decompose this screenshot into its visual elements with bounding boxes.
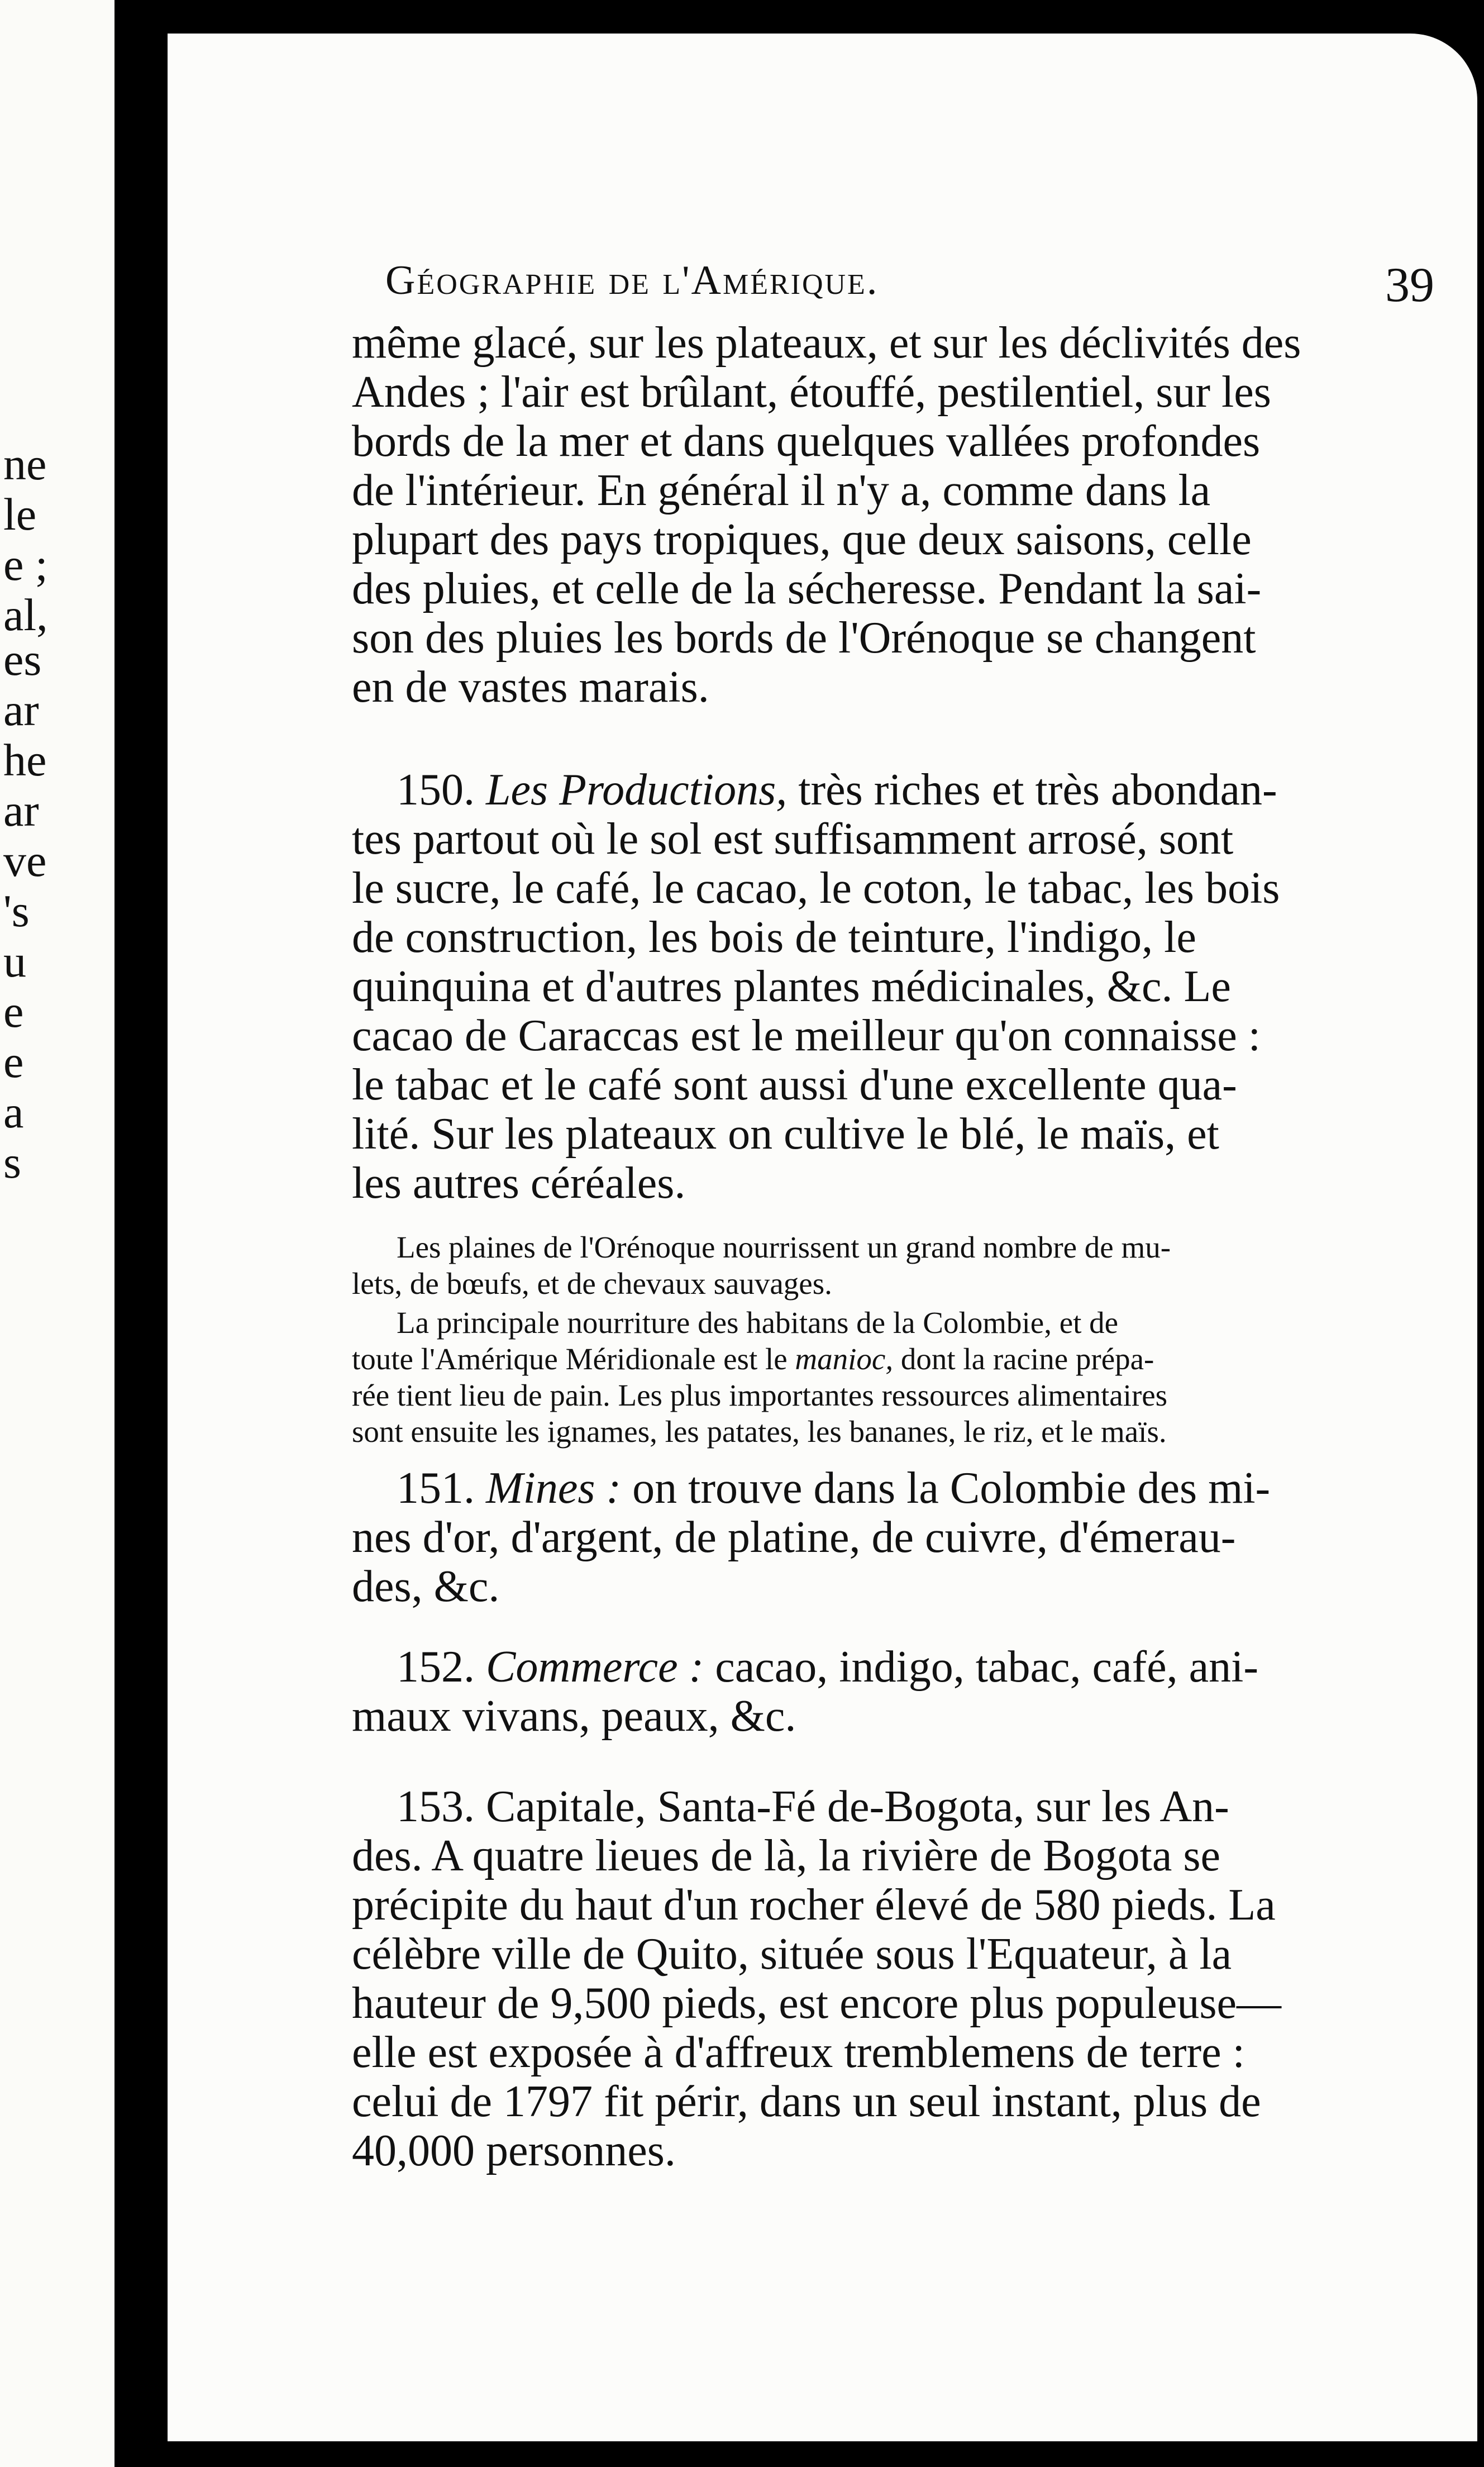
margin-fragment: ne xyxy=(3,439,47,489)
text-line: cacao de Caraccas est le meilleur qu'on connaisse : xyxy=(352,1011,1261,1060)
section-number: 151. xyxy=(397,1464,475,1513)
previous-page-edge xyxy=(0,0,114,2467)
margin-fragment: e ; xyxy=(3,539,48,590)
margin-fragment: he xyxy=(3,735,47,785)
text-line: son des pluies les bords de l'Orénoque se changent xyxy=(352,613,1256,663)
text-line: cacao, indigo, tabac, café, ani- xyxy=(715,1642,1259,1692)
note-line: La principale nourriture des habitans de la Colombie, et de xyxy=(397,1306,1119,1340)
section-number: 153. xyxy=(397,1782,475,1831)
text-line: des pluies, et celle de la sécheresse. Pendant la sai- xyxy=(352,564,1262,613)
running-head: Géographie de l'Amérique. xyxy=(385,258,879,303)
section-heading: Mines : xyxy=(486,1464,622,1513)
margin-fragment: ar xyxy=(3,785,39,836)
text-line: précipite du haut d'un rocher élevé de 580 pieds. La xyxy=(352,1880,1276,1930)
text-line: le sucre, le café, le cacao, le coton, le tabac, les bois xyxy=(352,864,1280,913)
margin-fragment: ve xyxy=(3,835,47,886)
note-orenoque-plains xyxy=(352,1229,1463,1302)
text-line: des, &c. xyxy=(352,1562,500,1611)
paragraph-151-mines xyxy=(352,1464,1463,1611)
section-heading: Commerce : xyxy=(486,1642,704,1692)
paragraph-climate xyxy=(352,318,1463,712)
paragraph-150-productions xyxy=(352,765,1463,1208)
text-line: on trouve dans la Colombie des mi- xyxy=(632,1464,1271,1513)
note-manioc xyxy=(352,1304,1463,1450)
note-line: Les plaines de l'Orénoque nourrissent un grand nombre de mu- xyxy=(397,1230,1171,1264)
text-line: les autres céréales. xyxy=(352,1159,686,1208)
text-line: de construction, les bois de teinture, l'indigo, le xyxy=(352,913,1196,962)
text-line: Capitale, Santa-Fé de-Bogota, sur les An- xyxy=(486,1782,1229,1831)
margin-fragment: es xyxy=(3,634,42,685)
text-line: elle est exposée à d'affreux tremblemens de terre : xyxy=(352,2028,1245,2077)
text-line: hauteur de 9,500 pieds, est encore plus populeuse— xyxy=(352,1979,1282,2028)
margin-fragment: ar xyxy=(3,684,39,735)
note-line: rée tient lieu de pain. Les plus importantes ressources alimentaires xyxy=(352,1378,1168,1412)
section-number: 150. xyxy=(397,765,475,815)
text-line: célèbre ville de Quito, située sous l'Equateur, à la xyxy=(352,1930,1232,1979)
text-line: des. A quatre lieues de là, la rivière de Bogota se xyxy=(352,1831,1221,1880)
text-line: en de vastes marais. xyxy=(352,663,709,712)
margin-fragment: u xyxy=(3,936,26,987)
margin-fragment: e xyxy=(3,986,24,1037)
note-emphasis: manioc, xyxy=(795,1342,894,1376)
margin-fragment: al, xyxy=(3,589,48,640)
text-line: le tabac et le café sont aussi d'une excellente qua- xyxy=(352,1060,1237,1109)
note-line: toute l'Amérique Méridionale est le xyxy=(352,1342,795,1376)
text-line: maux vivans, peaux, &c. xyxy=(352,1692,796,1741)
section-number: 152. xyxy=(397,1642,475,1692)
paragraph-152-commerce xyxy=(352,1642,1463,1741)
page-number: 39 xyxy=(1385,258,1434,312)
text-line: bords de la mer et dans quelques vallées profondes xyxy=(352,417,1261,466)
note-line: sont ensuite les ignames, les patates, les bananes, le riz, et le maïs. xyxy=(352,1415,1167,1449)
note-line: dont la racine prépa- xyxy=(893,1342,1154,1376)
text-line: plupart des pays tropiques, que deux saisons, celle xyxy=(352,515,1252,564)
text-line: celui de 1797 fit périr, dans un seul instant, plus de xyxy=(352,2077,1261,2126)
margin-fragment: e xyxy=(3,1036,24,1087)
note-line: lets, de bœufs, et de chevaux sauvages. xyxy=(352,1266,832,1301)
text-line: nes d'or, d'argent, de platine, de cuivre, d'émerau- xyxy=(352,1513,1236,1562)
margin-fragment: le xyxy=(3,489,37,540)
binding-gutter xyxy=(114,0,168,2467)
text-line: lité. Sur les plateaux on cultive le blé, le maïs, et xyxy=(352,1109,1219,1159)
section-heading: Les Productions, xyxy=(486,765,788,815)
margin-fragment: s xyxy=(3,1137,21,1188)
text-line: 40,000 personnes. xyxy=(352,2126,676,2175)
text-line: de l'intérieur. En général il n'y a, comme dans la xyxy=(352,466,1211,515)
text-line: Andes ; l'air est brûlant, étouffé, pestilentiel, sur les xyxy=(352,368,1271,417)
text-line: quinquina et d'autres plantes médicinales, &c. Le xyxy=(352,962,1231,1011)
paragraph-153-capital xyxy=(352,1782,1463,2175)
text-line: très riches et très abondan- xyxy=(798,765,1277,815)
book-page xyxy=(168,34,1477,2441)
margin-fragment: a xyxy=(3,1087,24,1137)
margin-fragment: 's xyxy=(3,885,30,936)
text-line: tes partout où le sol est suffisamment arrosé, sont xyxy=(352,815,1234,864)
text-line: même glacé, sur les plateaux, et sur les déclivités des xyxy=(352,318,1301,368)
